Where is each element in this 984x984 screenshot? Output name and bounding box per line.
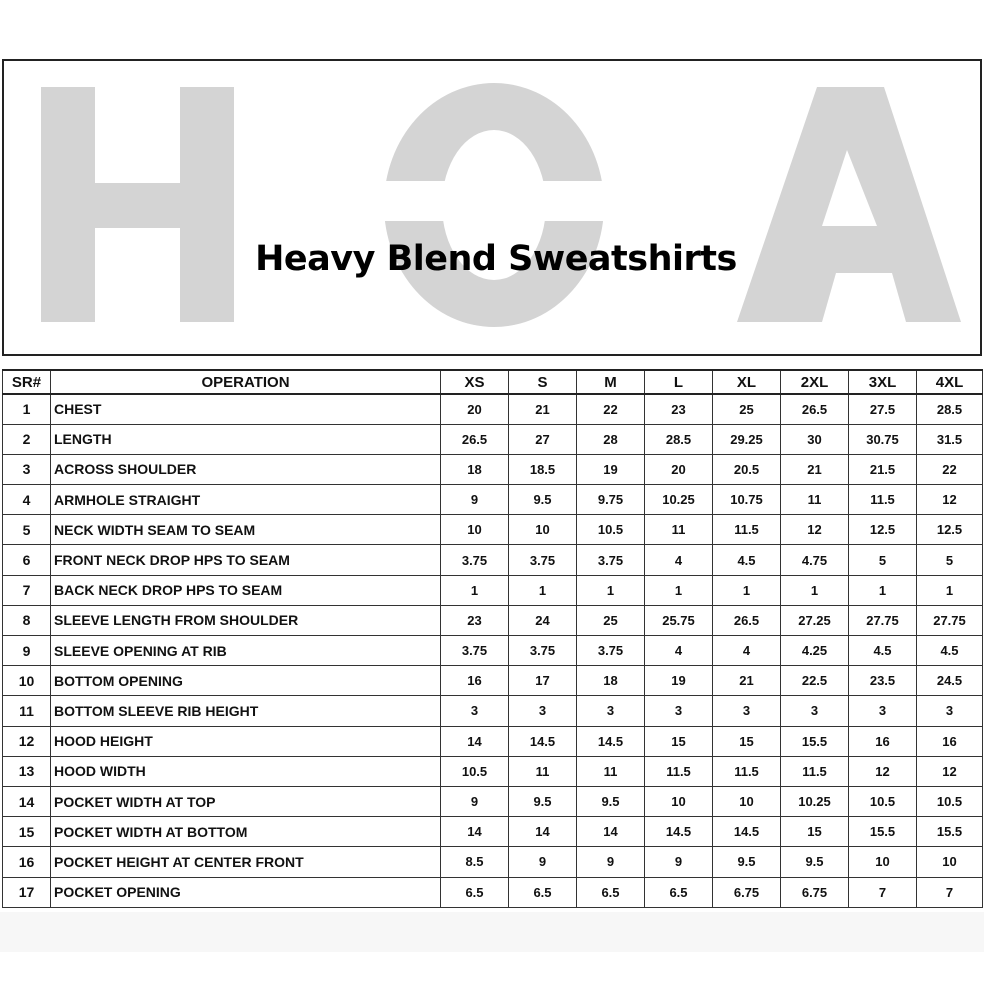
table-row [3, 877, 983, 907]
row-number: 4 [3, 485, 51, 515]
measurement-cell: 15 [781, 817, 849, 847]
measurement-cell: 22 [917, 454, 983, 484]
measurement-cell: 9.5 [577, 786, 645, 816]
measurement-cell: 14 [577, 817, 645, 847]
table-row [3, 636, 983, 666]
measurement-cell: 4.5 [713, 545, 781, 575]
measurement-cell: 1 [781, 575, 849, 605]
row-number: 16 [3, 847, 51, 877]
operation-cell: BOTTOM OPENING [51, 666, 441, 696]
operation-cell: POCKET WIDTH AT TOP [51, 786, 441, 816]
table-row [3, 394, 983, 424]
measurement-cell: 15.5 [849, 817, 917, 847]
measurement-cell: 3 [781, 696, 849, 726]
measurement-cell: 26.5 [713, 605, 781, 635]
measurement-cell: 1 [645, 575, 713, 605]
row-number: 6 [3, 545, 51, 575]
measurement-cell: 3 [713, 696, 781, 726]
column-header-l: L [645, 370, 713, 394]
measurement-cell: 6.5 [645, 877, 713, 907]
measurement-cell: 9 [441, 485, 509, 515]
measurement-cell: 9.5 [781, 847, 849, 877]
measurement-cell: 4 [713, 636, 781, 666]
measurement-cell: 24 [509, 605, 577, 635]
measurement-cell: 22 [577, 394, 645, 424]
row-number: 3 [3, 454, 51, 484]
operation-cell: ARMHOLE STRAIGHT [51, 485, 441, 515]
operation-cell: SLEEVE OPENING AT RIB [51, 636, 441, 666]
measurement-cell: 26.5 [441, 424, 509, 454]
measurement-cell: 9 [645, 847, 713, 877]
measurement-cell: 23 [645, 394, 713, 424]
measurement-cell: 10.5 [917, 786, 983, 816]
measurement-cell: 14 [441, 817, 509, 847]
measurement-cell: 14.5 [509, 726, 577, 756]
measurement-cell: 20 [645, 454, 713, 484]
measurement-cell: 6.75 [713, 877, 781, 907]
measurement-cell: 16 [849, 726, 917, 756]
table-row [3, 575, 983, 605]
row-number: 2 [3, 424, 51, 454]
column-header-2xl: 2XL [781, 370, 849, 394]
measurement-cell: 19 [577, 454, 645, 484]
column-header-s: S [509, 370, 577, 394]
measurement-cell: 3.75 [441, 636, 509, 666]
title-banner [2, 59, 982, 356]
column-header-4xl: 4XL [917, 370, 983, 394]
measurement-cell: 18 [577, 666, 645, 696]
measurement-cell: 15 [713, 726, 781, 756]
measurement-cell: 29.25 [713, 424, 781, 454]
measurement-cell: 25.75 [645, 605, 713, 635]
measurement-cell: 10.5 [849, 786, 917, 816]
measurement-cell: 30.75 [849, 424, 917, 454]
measurement-cell: 3 [849, 696, 917, 726]
measurement-cell: 11.5 [713, 515, 781, 545]
row-number: 14 [3, 786, 51, 816]
measurement-cell: 9 [509, 847, 577, 877]
measurement-cell: 9 [441, 786, 509, 816]
table-row [3, 756, 983, 786]
measurement-cell: 12.5 [917, 515, 983, 545]
measurement-cell: 11 [645, 515, 713, 545]
row-number: 17 [3, 877, 51, 907]
measurement-cell: 6.5 [441, 877, 509, 907]
measurement-cell: 7 [849, 877, 917, 907]
measurement-cell: 10 [509, 515, 577, 545]
measurement-cell: 23.5 [849, 666, 917, 696]
measurement-cell: 6.5 [577, 877, 645, 907]
measurement-cell: 15.5 [917, 817, 983, 847]
measurement-cell: 20.5 [713, 454, 781, 484]
measurement-cell: 1 [713, 575, 781, 605]
measurement-cell: 27 [509, 424, 577, 454]
measurement-cell: 9 [577, 847, 645, 877]
measurement-cell: 4.75 [781, 545, 849, 575]
operation-cell: LENGTH [51, 424, 441, 454]
table-row [3, 726, 983, 756]
size-spec-table [2, 369, 983, 908]
measurement-cell: 21 [713, 666, 781, 696]
measurement-cell: 3 [509, 696, 577, 726]
measurement-cell: 1 [577, 575, 645, 605]
measurement-cell: 18.5 [509, 454, 577, 484]
measurement-cell: 17 [509, 666, 577, 696]
measurement-cell: 1 [849, 575, 917, 605]
operation-cell: BOTTOM SLEEVE RIB HEIGHT [51, 696, 441, 726]
measurement-cell: 22.5 [781, 666, 849, 696]
row-number: 13 [3, 756, 51, 786]
operation-cell: FRONT NECK DROP HPS TO SEAM [51, 545, 441, 575]
footer-band [0, 912, 984, 952]
operation-cell: HOOD WIDTH [51, 756, 441, 786]
measurement-cell: 16 [441, 666, 509, 696]
row-number: 8 [3, 605, 51, 635]
measurement-cell: 8.5 [441, 847, 509, 877]
table-row [3, 847, 983, 877]
measurement-cell: 24.5 [917, 666, 983, 696]
table-row [3, 817, 983, 847]
row-number: 10 [3, 666, 51, 696]
operation-cell: BACK NECK DROP HPS TO SEAM [51, 575, 441, 605]
measurement-cell: 21 [509, 394, 577, 424]
column-header-m: M [577, 370, 645, 394]
logo-letter-o [374, 83, 614, 327]
column-header-sr: SR# [3, 370, 51, 394]
operation-cell: ACROSS SHOULDER [51, 454, 441, 484]
logo-letter-a [737, 87, 961, 322]
operation-cell: POCKET WIDTH AT BOTTOM [51, 817, 441, 847]
measurement-cell: 16 [917, 726, 983, 756]
measurement-cell: 31.5 [917, 424, 983, 454]
row-number: 5 [3, 515, 51, 545]
measurement-cell: 27.75 [917, 605, 983, 635]
measurement-cell: 10 [849, 847, 917, 877]
measurement-cell: 3 [577, 696, 645, 726]
measurement-cell: 12.5 [849, 515, 917, 545]
measurement-cell: 19 [645, 666, 713, 696]
measurement-cell: 11 [577, 756, 645, 786]
measurement-cell: 15 [645, 726, 713, 756]
measurement-cell: 14 [509, 817, 577, 847]
measurement-cell: 27.25 [781, 605, 849, 635]
measurement-cell: 12 [917, 485, 983, 515]
measurement-cell: 10 [645, 786, 713, 816]
measurement-cell: 9.5 [713, 847, 781, 877]
table-row [3, 786, 983, 816]
measurement-cell: 25 [577, 605, 645, 635]
operation-cell: SLEEVE LENGTH FROM SHOULDER [51, 605, 441, 635]
operation-cell: POCKET OPENING [51, 877, 441, 907]
operation-cell: NECK WIDTH SEAM TO SEAM [51, 515, 441, 545]
column-header-3xl: 3XL [849, 370, 917, 394]
measurement-cell: 3 [441, 696, 509, 726]
measurement-cell: 14.5 [713, 817, 781, 847]
measurement-cell: 25 [713, 394, 781, 424]
table-row [3, 485, 983, 515]
table-row [3, 666, 983, 696]
measurement-cell: 10.25 [645, 485, 713, 515]
measurement-cell: 12 [849, 756, 917, 786]
measurement-cell: 5 [917, 545, 983, 575]
table-header-row [3, 370, 983, 394]
measurement-cell: 6.5 [509, 877, 577, 907]
hoa-logo-watermark [4, 61, 982, 356]
table-row [3, 545, 983, 575]
measurement-cell: 23 [441, 605, 509, 635]
table-row [3, 696, 983, 726]
measurement-cell: 4.5 [849, 636, 917, 666]
measurement-cell: 15.5 [781, 726, 849, 756]
measurement-cell: 12 [917, 756, 983, 786]
column-header-xl: XL [713, 370, 781, 394]
measurement-cell: 21 [781, 454, 849, 484]
operation-cell: CHEST [51, 394, 441, 424]
row-number: 12 [3, 726, 51, 756]
measurement-cell: 20 [441, 394, 509, 424]
measurement-cell: 28.5 [917, 394, 983, 424]
measurement-cell: 3.75 [441, 545, 509, 575]
measurement-cell: 21.5 [849, 454, 917, 484]
measurement-cell: 3.75 [577, 545, 645, 575]
row-number: 9 [3, 636, 51, 666]
measurement-cell: 3 [645, 696, 713, 726]
table-body [3, 394, 983, 907]
row-number: 7 [3, 575, 51, 605]
measurement-cell: 30 [781, 424, 849, 454]
measurement-cell: 1 [509, 575, 577, 605]
measurement-cell: 3 [917, 696, 983, 726]
measurement-cell: 7 [917, 877, 983, 907]
measurement-cell: 4.5 [917, 636, 983, 666]
row-number: 1 [3, 394, 51, 424]
measurement-cell: 1 [441, 575, 509, 605]
measurement-cell: 5 [849, 545, 917, 575]
measurement-cell: 27.5 [849, 394, 917, 424]
table-row [3, 424, 983, 454]
row-number: 11 [3, 696, 51, 726]
measurement-cell: 3.75 [509, 545, 577, 575]
measurement-cell: 6.75 [781, 877, 849, 907]
measurement-cell: 11 [509, 756, 577, 786]
logo-letter-h [41, 87, 234, 322]
measurement-cell: 26.5 [781, 394, 849, 424]
measurement-cell: 10 [713, 786, 781, 816]
measurement-cell: 9.5 [509, 485, 577, 515]
measurement-cell: 9.5 [509, 786, 577, 816]
table-row [3, 515, 983, 545]
measurement-cell: 11.5 [645, 756, 713, 786]
measurement-cell: 14.5 [645, 817, 713, 847]
measurement-cell: 1 [917, 575, 983, 605]
measurement-cell: 28.5 [645, 424, 713, 454]
table-row [3, 454, 983, 484]
measurement-cell: 10.75 [713, 485, 781, 515]
measurement-cell: 18 [441, 454, 509, 484]
measurement-cell: 3.75 [577, 636, 645, 666]
measurement-cell: 11.5 [713, 756, 781, 786]
measurement-cell: 14.5 [577, 726, 645, 756]
column-header-xs: XS [441, 370, 509, 394]
measurement-cell: 11.5 [781, 756, 849, 786]
measurement-cell: 27.75 [849, 605, 917, 635]
measurement-cell: 9.75 [577, 485, 645, 515]
measurement-cell: 12 [781, 515, 849, 545]
measurement-cell: 10 [441, 515, 509, 545]
operation-cell: HOOD HEIGHT [51, 726, 441, 756]
measurement-cell: 3.75 [509, 636, 577, 666]
measurement-cell: 10.5 [441, 756, 509, 786]
measurement-cell: 10.5 [577, 515, 645, 545]
table-row [3, 605, 983, 635]
page-title: Heavy Blend Sweatshirts [255, 239, 737, 279]
measurement-cell: 10 [917, 847, 983, 877]
row-number: 15 [3, 817, 51, 847]
measurement-cell: 11 [781, 485, 849, 515]
column-header-operation: OPERATION [51, 370, 441, 394]
measurement-cell: 28 [577, 424, 645, 454]
measurement-cell: 11.5 [849, 485, 917, 515]
measurement-cell: 4 [645, 636, 713, 666]
operation-cell: POCKET HEIGHT AT CENTER FRONT [51, 847, 441, 877]
measurement-cell: 10.25 [781, 786, 849, 816]
measurement-cell: 14 [441, 726, 509, 756]
measurement-cell: 4.25 [781, 636, 849, 666]
measurement-cell: 4 [645, 545, 713, 575]
